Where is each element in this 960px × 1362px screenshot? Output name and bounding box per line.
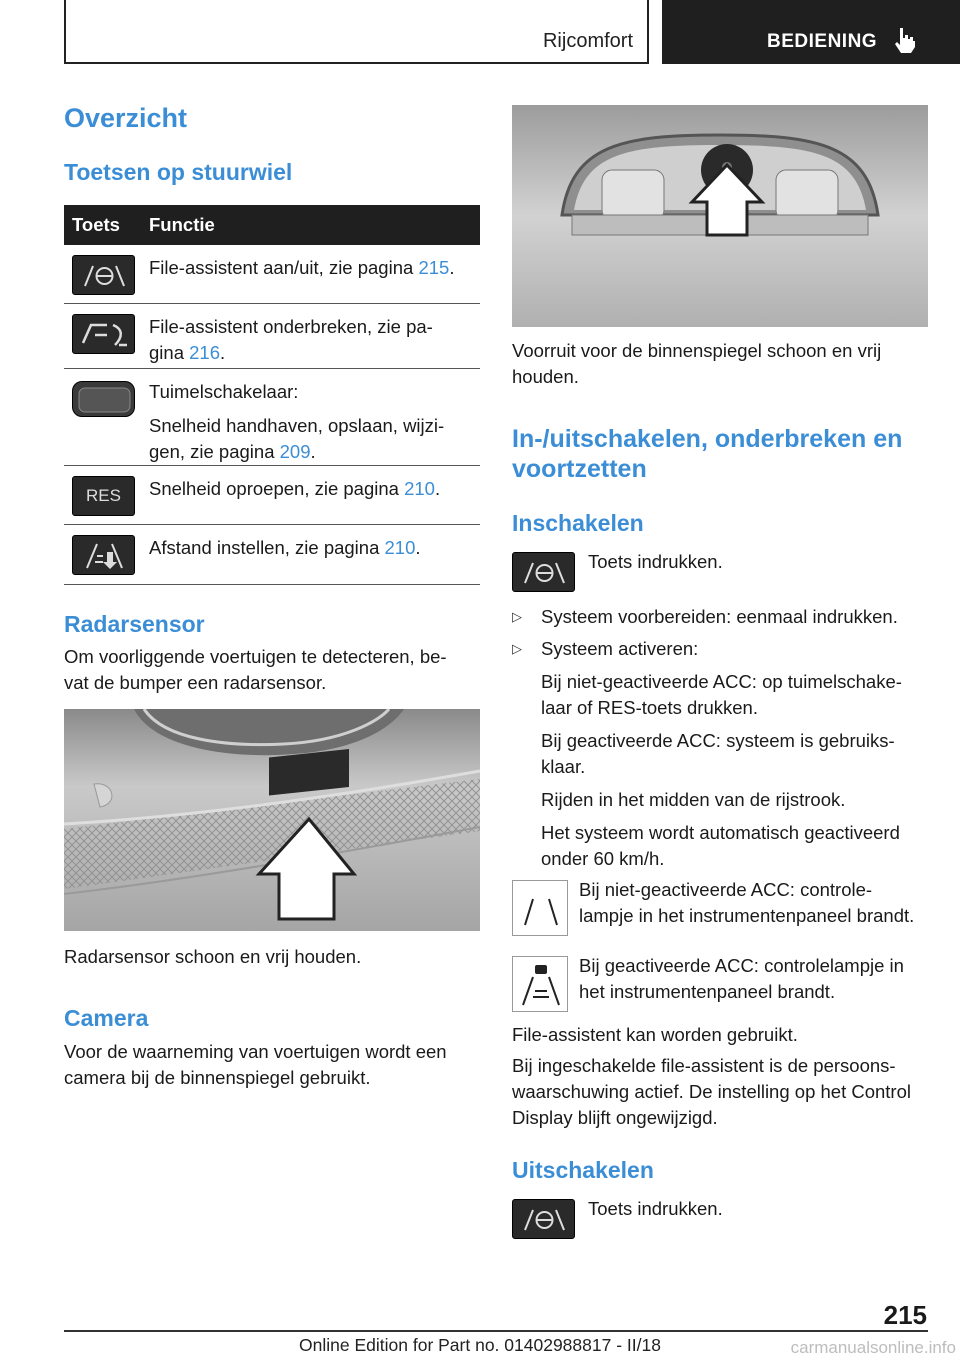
page-link[interactable]: 215: [418, 257, 450, 278]
subsection-title-off: Uitschakelen: [512, 1157, 654, 1183]
table-row: [64, 369, 480, 466]
edition-text: Online Edition for Part no. 01402988817 - II/18: [299, 1335, 661, 1355]
radar-sensor-image: [64, 709, 480, 931]
triangle-bullet-icon: ▷: [512, 609, 522, 624]
table-row: [64, 245, 480, 304]
res-button-icon: RES: [72, 476, 135, 516]
lane-indicator-inactive-icon: [512, 880, 568, 936]
section-title-camera: Camera: [64, 1005, 149, 1031]
table-cell: Snelheid oproepen, zie pagina 210.: [149, 478, 441, 499]
header-section-box: [64, 0, 649, 64]
press-instruction-off: Toets indrukken.: [588, 1198, 723, 1219]
person-warning-paragraph: Bij ingeschakelde file-assistent is de persoons- waarschuwing actief. De instelling op het Control Display blijft ongewijzigd.: [512, 1055, 911, 1128]
indicator-inactive-text: Bij niet-geactiveerde ACC: controle- lampje in het instrumentenpaneel brandt.: [579, 879, 915, 926]
lane-assist-usable-text: File-assistent kan worden gebruikt.: [512, 1024, 798, 1045]
lane-assist-off-button-icon: [512, 1199, 575, 1239]
subsection-title-on: Inschakelen: [512, 510, 644, 536]
windshield-caption: Voorruit voor de binnenspiegel schoon en vrij houden.: [512, 340, 882, 387]
rocker-switch-icon: [72, 381, 135, 417]
table-cell: Afstand instellen, zie pagina 210.: [149, 537, 421, 558]
section-title-radar: Radarsensor: [64, 611, 205, 637]
header-chapter: BEDIENING: [767, 31, 878, 52]
table-header: [64, 205, 480, 245]
table-header-function: Functie: [149, 214, 215, 235]
hand-pointer-icon: [892, 26, 918, 54]
table-cell: File-assistent aan/uit, zie pagina 215.: [149, 257, 455, 278]
table-header-button: Toets: [72, 214, 120, 235]
lane-assist-interrupt-icon: [72, 314, 135, 354]
lane-indicator-active-icon: [512, 956, 568, 1012]
list-item: ▷ Systeem activeren: Bij niet-geactiveerde ACC: op tuimelschake- laar of RES-toets drukken. Bij geactiveerde ACC: systeem is gebruiks- klaar. Rijden in het midden van de rijstrook. Het systeem wordt automatisch geactiveerd onder 60 km/h.: [512, 638, 902, 869]
header-chapter-box: [662, 0, 960, 64]
camera-paragraph: Voor de waarneming van voertuigen wordt een camera bij de binnenspiegel gebruikt.: [64, 1041, 447, 1088]
header-section: Rijcomfort: [542, 30, 633, 52]
page-title: Overzicht: [64, 103, 188, 133]
page-link[interactable]: 216: [189, 342, 220, 363]
table-row: [64, 525, 480, 585]
buttons-table: [64, 205, 480, 585]
windshield-camera-image: [512, 105, 928, 327]
lane-assist-button-icon: [512, 552, 575, 592]
footer-divider: [64, 1330, 928, 1332]
page-number: 215: [883, 1300, 927, 1330]
section-title-buttons: Toetsen op stuurwiel: [64, 159, 293, 185]
radar-caption: Radarsensor schoon en vrij houden.: [64, 946, 362, 967]
table-row: [64, 304, 480, 369]
triangle-bullet-icon: ▷: [512, 641, 522, 656]
distance-setting-icon: [72, 535, 135, 575]
page-link[interactable]: 210: [404, 478, 435, 499]
table-cell: File-assistent onderbreken, zie pa- gina 216.: [149, 316, 433, 363]
watermark: carmanualsonline.info: [790, 1338, 956, 1357]
section-title-switching: In-/uitschakelen, onderbreken en voortzetten: [512, 425, 903, 483]
list-item: ▷ Systeem voorbereiden: eenmaal indrukken.: [512, 604, 928, 630]
lane-assist-steering-icon: [72, 255, 135, 295]
page-link[interactable]: 210: [384, 537, 416, 558]
indicator-active-text: Bij geactiveerde ACC: controlelampje in het instrumentenpaneel brandt.: [579, 955, 904, 1002]
press-instruction-on: Toets indrukken.: [588, 551, 723, 572]
table-cell: Tuimelschakelaar: Snelheid handhaven, opslaan, wijzi- gen, zie pagina 209.: [149, 381, 445, 462]
radar-paragraph: Om voorliggende voertuigen te detecteren, be- vat de bumper een radarsensor.: [64, 646, 447, 693]
table-row: [64, 466, 480, 525]
page-link[interactable]: 209: [279, 441, 311, 462]
